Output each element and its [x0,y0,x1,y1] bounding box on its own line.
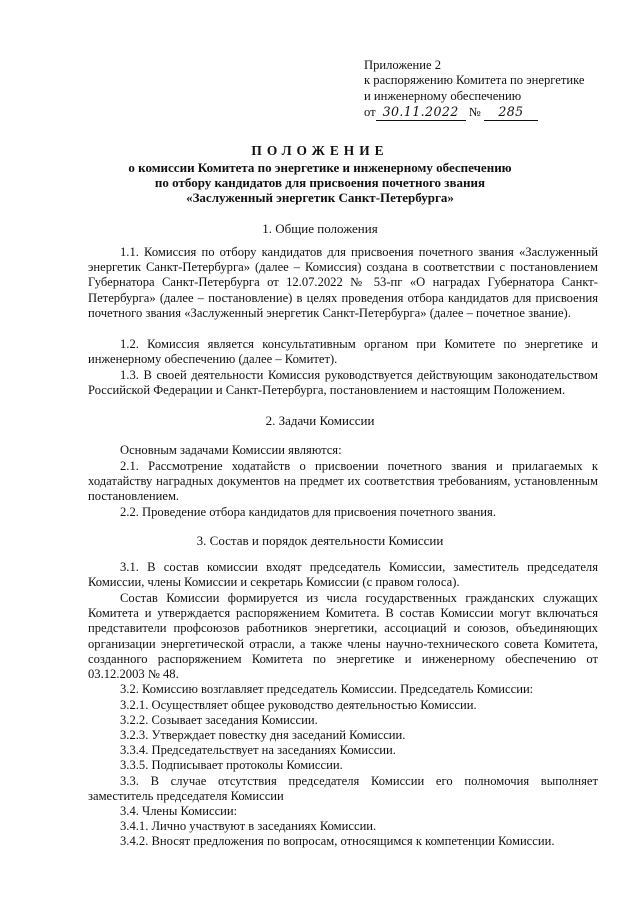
document-title: ПОЛОЖЕНИЕ [251,143,389,158]
paragraph-3-4-2: 3.4.2. Вносят предложения по вопросам, относящимся к компетенции Комиссии. [120,834,555,848]
document-subtitle-3: «Заслуженный энергетик Санкт-Петербурга» [186,190,454,205]
annex-title: Приложение 2 [364,58,442,72]
paragraph-3-2-3: 3.2.3. Утверждает повестку дня заседаний Комиссии. [120,728,406,742]
section-2-heading: 2. Задачи Комиссии [265,413,375,428]
paragraph-3-4-1: 3.4.1. Лично участвуют в заседаниях Комиссии. [120,819,377,833]
document-subtitle-1: о комиссии Комитета по энергетике и инженерному обеспечению [128,160,512,175]
handwritten-date: 30.11.2022 [376,104,466,120]
paragraph-3-2-2: 3.2.2. Созывает заседания Комиссии. [120,713,318,727]
section-3-heading: 3. Состав и порядок деятельности Комиссии [196,533,444,548]
paragraph-3-1-composition: Состав Комиссии формируется из числа государственных гражданских служащих Комитета и утверждается распоряжением Комитета. В состав Комиссии могут включаться представители профсоюзов работников энергетики, ассоциаций и союзов, объединяющих организации энергетической отрасли, а также члены научно-технического совета Комитета, созданного распоряжением Комитета по энергетике и инженерному обеспечению от 03.12.2003 № 48. [88,591,598,682]
paragraph-3-1: 3.1. В состав комиссии входят председатель Комиссии, заместитель председателя Комиссии, члены Комиссии и секретарь Комиссии (с правом голоса). [88,560,598,590]
annex-block [364,58,614,121]
paragraph-3-4: 3.4. Члены Комиссии: [120,804,238,818]
section-1-heading: 1. Общие положения [262,221,378,236]
paragraph-3-2: 3.2. Комиссию возглавляет председатель Комиссии. Председатель Комиссии: [120,682,534,696]
paragraph-3-3-5: 3.3.5. Подписывает протоколы Комиссии. [120,758,343,772]
paragraph-3-2-1: 3.2.1. Осуществляет общее руководство деятельностью Комиссии. [120,698,477,712]
date-prefix: от [364,105,376,120]
paragraph-3-3: 3.3. В случае отсутствия председателя Комиссии его полномочия выполняет заместитель председателя Комиссии [88,774,598,804]
handwritten-number: 285 [484,104,538,120]
document-subtitle-2: по отбору кандидатов для присвоения почетного звания [154,175,486,190]
number-prefix: № [468,105,481,120]
annex-order-line: к распоряжению Комитета по энергетике [364,73,585,88]
paragraph-1-3: 1.3. В своей деятельности Комиссия руководствуется действующим законодательством Российской Федерации и Санкт-Петербурга, постановлением и настоящим Положением. [88,368,598,398]
annex-order-line-2: и инженерному обеспечению [364,88,522,103]
paragraph-3-3-4: 3.3.4. Председательствует на заседаниях Комиссии. [120,743,396,757]
section-2-intro: Основным задачами Комиссии являются: [120,443,342,457]
paragraph-1-2: 1.2. Комиссия является консультативным органом при Комитете по энергетике и инженерному обеспечению (далее – Комитет). [88,337,598,367]
paragraph-1-1: 1.1. Комиссия по отбору кандидатов для присвоения почетного звания «Заслуженный энергетик Санкт-Петербурга» (далее – Комиссия) создана в соответствии с постановлением Губернатора Санкт-Петербурга от 12.07.2022 № 53-пг «О наградах Губернатора Санкт-Петербурга» (далее – постановление) в целях проведения отбора кандидатов для присвоения почетного звания «Заслуженный энергетик Санкт-Петербурга» (далее – почетное звание). [88,245,598,320]
paragraph-2-2: 2.2. Проведение отбора кандидатов для присвоения почетного звания. [120,505,496,519]
annex-date-number [364,104,614,120]
paragraph-2-1: 2.1. Рассмотрение ходатайств о присвоении почетного звания и прилагаемых к ходатайству наградных документов на предмет их соответствия требованиям, установленным постановлением. [88,459,598,504]
